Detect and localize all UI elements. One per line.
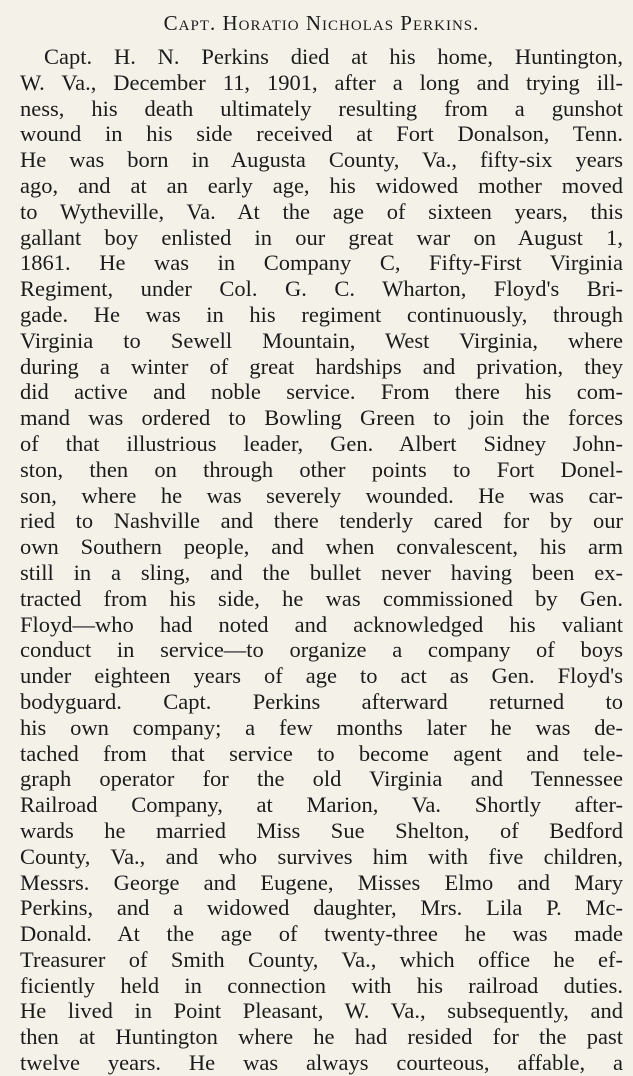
- body-line: still in a sling, and the bullet never having been ex-: [20, 559, 623, 585]
- article-body: [20, 44, 623, 1076]
- body-line: during a winter of great hardships and privation, they: [20, 353, 623, 379]
- body-line: son, where he was severely wounded. He was car-: [20, 482, 623, 508]
- body-line: Donald. At the age of twenty-three he was made: [20, 921, 623, 947]
- body-line: wards he married Miss Sue Shelton, of Bedford: [20, 817, 623, 843]
- body-line: Floyd—who had noted and acknowledged his valiant: [20, 611, 623, 637]
- body-line: mand was ordered to Bowling Green to join the forces: [20, 405, 623, 431]
- body-line: of that illustrious leader, Gen. Albert Sidney John-: [20, 430, 623, 456]
- body-line: ston, then on through other points to Fort Donel-: [20, 456, 623, 482]
- body-line: graph operator for the old Virginia and Tennessee: [20, 766, 623, 792]
- body-line: wound in his side received at Fort Donalson, Tenn.: [20, 121, 623, 147]
- body-line: tached from that service to become agent and tele-: [20, 740, 623, 766]
- body-line: W. Va., December 11, 1901, after a long and trying ill-: [20, 69, 623, 95]
- body-line: gallant boy enlisted in our great war on August 1,: [20, 224, 623, 250]
- body-line: Perkins, and a widowed daughter, Mrs. Lila P. Mc-: [20, 895, 623, 921]
- body-line: Regiment, under Col. G. C. Wharton, Floyd's Bri-: [20, 276, 623, 302]
- body-line: to Wytheville, Va. At the age of sixteen years, this: [20, 198, 623, 224]
- body-line: Railroad Company, at Marion, Va. Shortly after-: [20, 792, 623, 818]
- body-line: Virginia to Sewell Mountain, West Virginia, where: [20, 327, 623, 353]
- body-line: bodyguard. Capt. Perkins afterward returned to: [20, 688, 623, 714]
- body-line: ficiently held in connection with his railroad duties.: [20, 972, 623, 998]
- body-line: conduct in service—to organize a company of boys: [20, 637, 623, 663]
- body-line: ried to Nashville and there tenderly cared for by our: [20, 508, 623, 534]
- body-line: He lived in Point Pleasant, W. Va., subsequently, and: [20, 998, 623, 1024]
- body-line: gade. He was in his regiment continuously, through: [20, 301, 623, 327]
- body-line: own Southern people, and when convalescent, his arm: [20, 534, 623, 560]
- body-line: tracted from his side, he was commissioned by Gen.: [20, 585, 623, 611]
- body-line: his own company; a few months later he was de-: [20, 714, 623, 740]
- body-line: Capt. H. N. Perkins died at his home, Huntington,: [44, 44, 623, 69]
- article-title: Capt. Horatio Nicholas Perkins.: [163, 11, 480, 35]
- body-line: ago, and at an early age, his widowed mother moved: [20, 172, 623, 198]
- body-line: under eighteen years of age to act as Gen. Floyd's: [20, 663, 623, 689]
- body-line: Messrs. George and Eugene, Misses Elmo and Mary: [20, 869, 623, 895]
- body-line: 1861. He was in Company C, Fifty-First Virginia: [20, 250, 623, 276]
- body-line: twelve years. He was always courteous, affable, a: [20, 1050, 623, 1076]
- body-line: ness, his death ultimately resulting from a gunshot: [20, 95, 623, 121]
- body-line: then at Huntington where he had resided for the past: [20, 1024, 623, 1050]
- body-line: Treasurer of Smith County, Va., which office he ef-: [20, 946, 623, 972]
- body-line: County, Va., and who survives him with five children,: [20, 843, 623, 869]
- body-line: did active and noble service. From there his com-: [20, 379, 623, 405]
- body-line: He was born in Augusta County, Va., fifty-six years: [20, 147, 623, 173]
